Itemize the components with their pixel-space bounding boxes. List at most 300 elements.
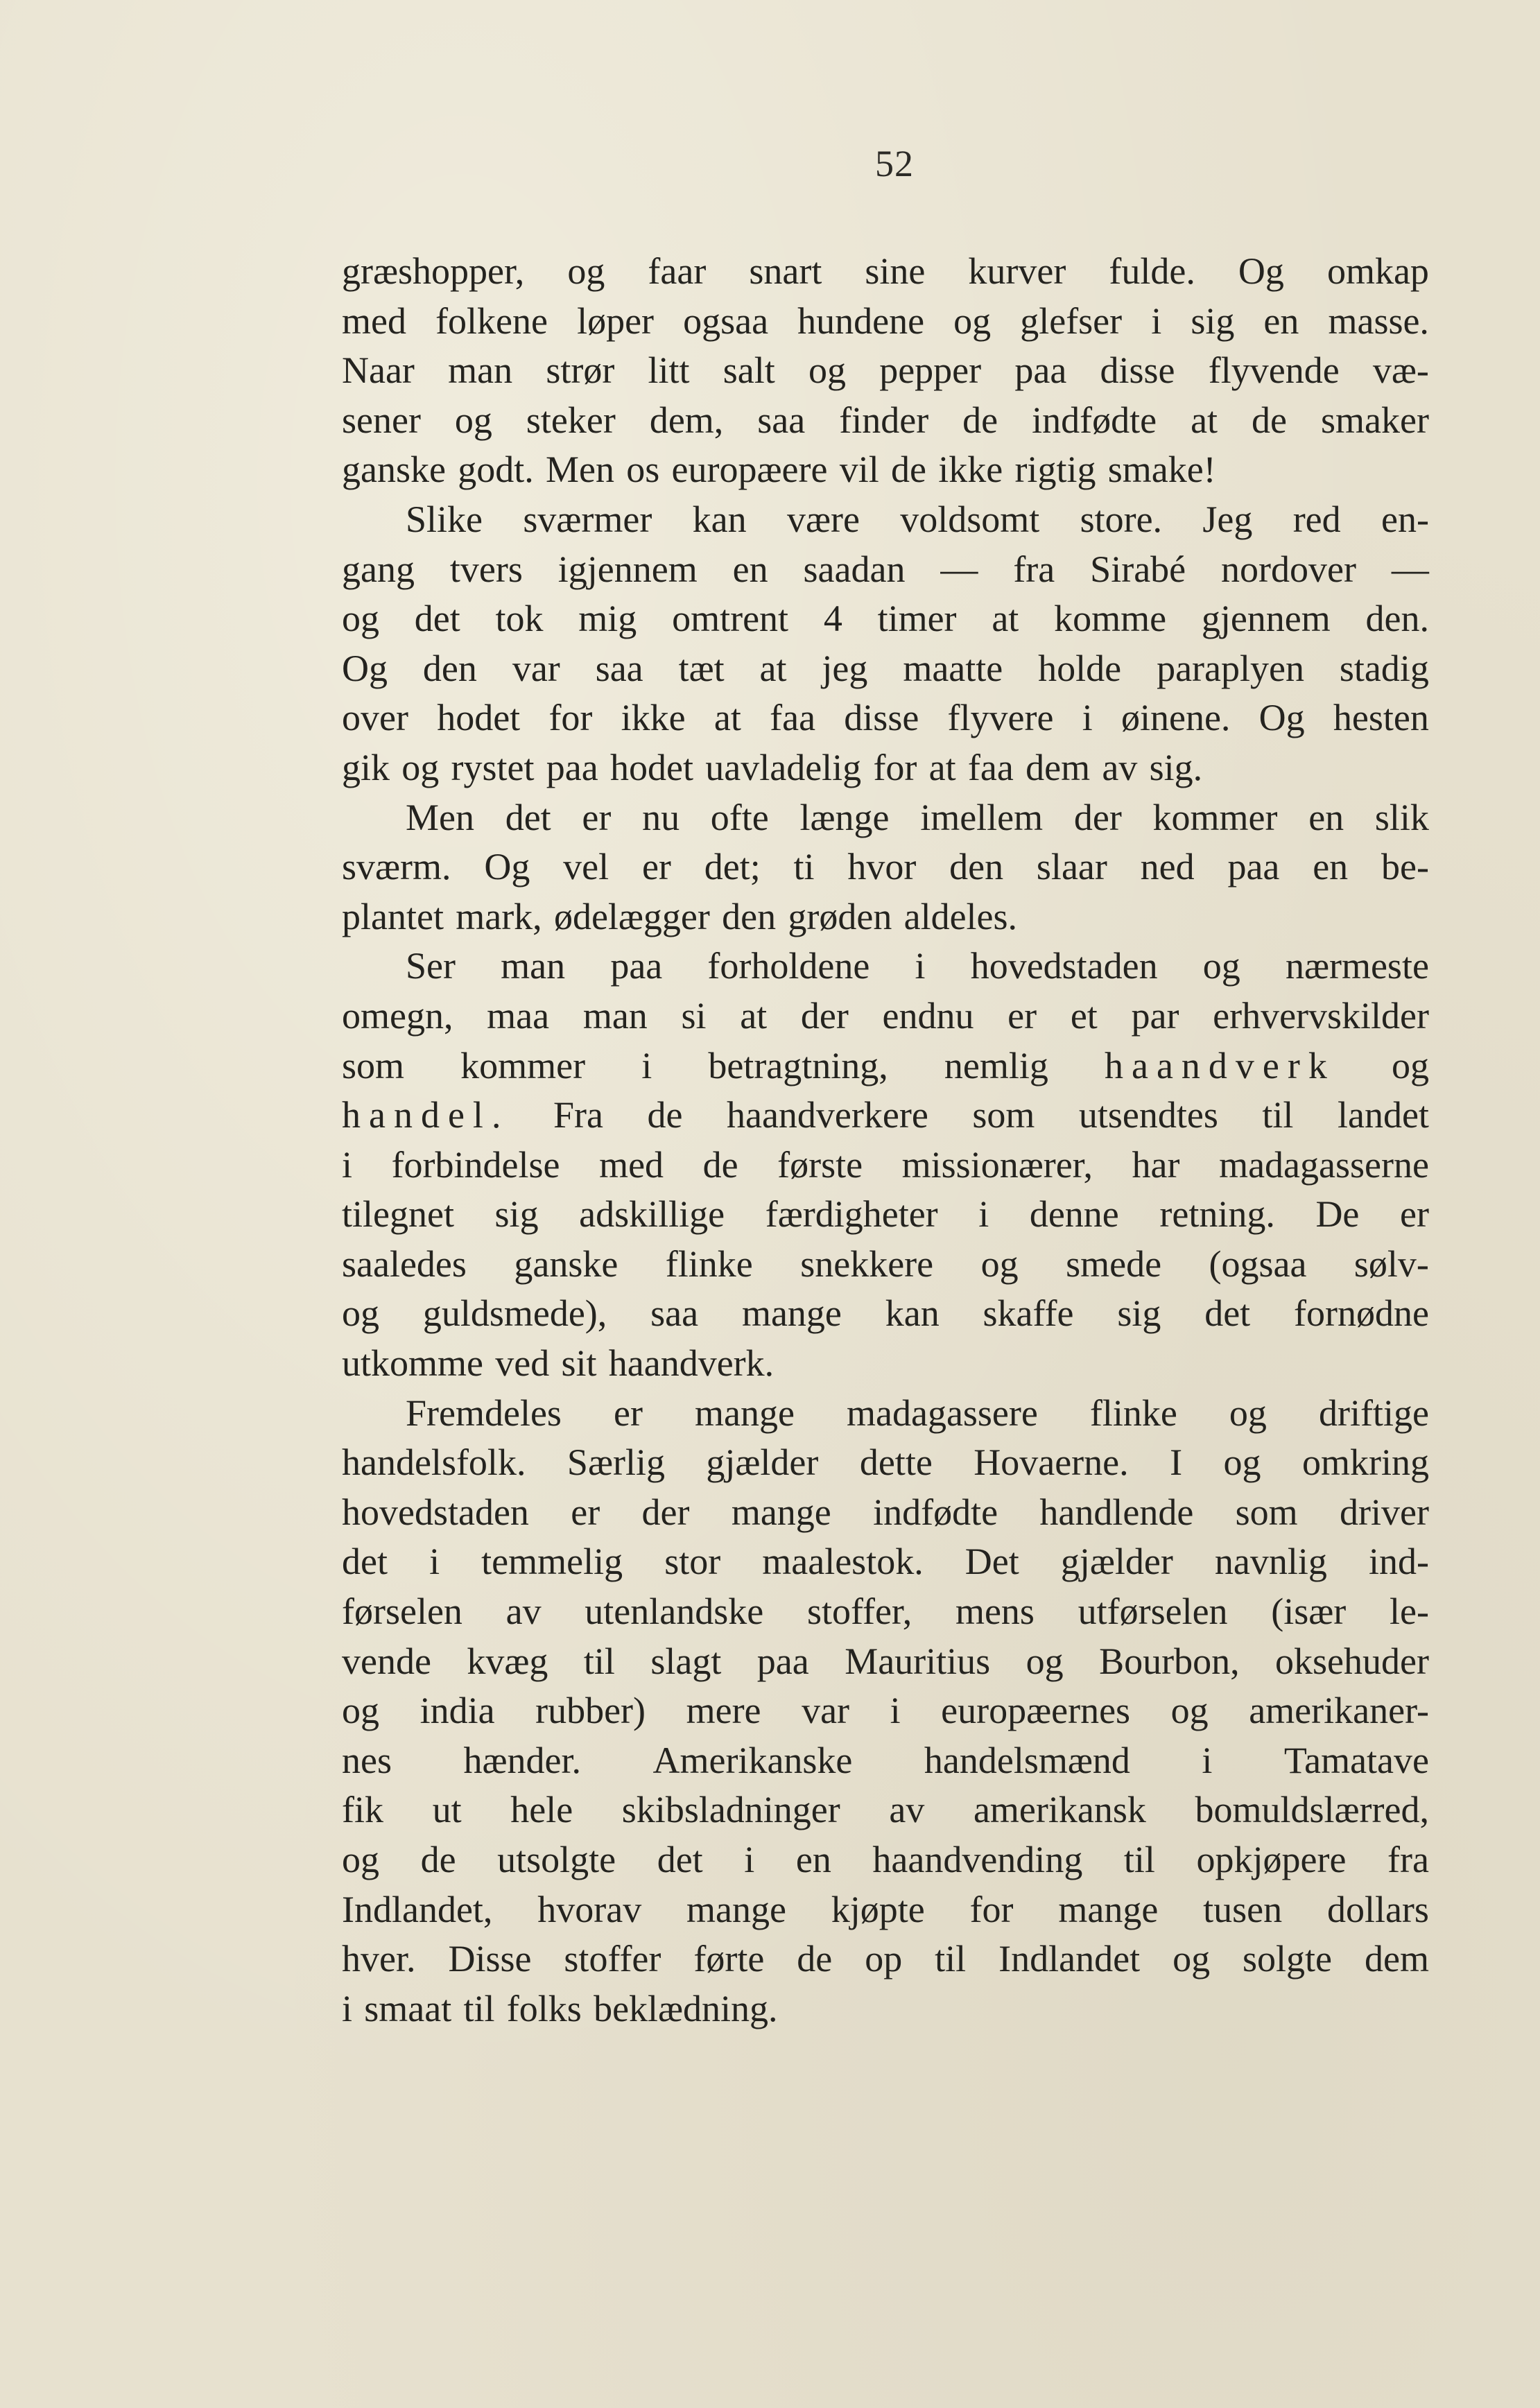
word: steker bbox=[526, 399, 616, 441]
word: paa bbox=[610, 945, 663, 987]
word: nu bbox=[642, 796, 680, 838]
word: mange bbox=[686, 1888, 786, 1930]
word: færdigheter bbox=[765, 1193, 938, 1236]
word: de bbox=[890, 449, 926, 491]
word: der bbox=[1073, 796, 1122, 838]
word: utenlandske bbox=[585, 1591, 764, 1633]
word: faar bbox=[648, 250, 707, 292]
word: i bbox=[978, 1193, 989, 1236]
word: saadan bbox=[803, 548, 906, 590]
word: i bbox=[915, 945, 926, 987]
word: gang bbox=[342, 548, 415, 590]
word: stadig bbox=[1339, 647, 1429, 689]
word: haandvending bbox=[872, 1839, 1083, 1880]
word: skibsladninger bbox=[621, 1789, 840, 1831]
word: Indlandet, bbox=[342, 1888, 493, 1930]
word: slaar bbox=[1036, 846, 1107, 888]
word: vel bbox=[563, 846, 609, 888]
word: ikke bbox=[938, 449, 1003, 491]
word: driver bbox=[1339, 1491, 1429, 1533]
word: den bbox=[722, 895, 777, 937]
word: og bbox=[567, 250, 605, 292]
word: og bbox=[342, 1839, 379, 1880]
word: Og bbox=[484, 846, 530, 888]
word: folkene bbox=[435, 300, 548, 342]
word: for bbox=[548, 697, 593, 739]
word: jeg bbox=[822, 647, 868, 689]
word: utkomme bbox=[342, 1342, 483, 1385]
word: nemlig bbox=[944, 1044, 1048, 1086]
word: ikke bbox=[621, 697, 686, 739]
word: fulde. bbox=[1109, 250, 1195, 292]
word: Men bbox=[546, 449, 614, 491]
word: kommer bbox=[1152, 796, 1278, 838]
word: rubber) bbox=[535, 1690, 646, 1732]
word: første bbox=[777, 1143, 863, 1186]
word: timer bbox=[877, 598, 957, 640]
body-text bbox=[342, 247, 1429, 2034]
text-line bbox=[342, 743, 1429, 793]
word: — bbox=[1391, 548, 1429, 590]
word: saa bbox=[595, 647, 643, 689]
word: snart bbox=[749, 250, 822, 292]
text-line bbox=[342, 892, 1429, 942]
word: indfødte bbox=[873, 1491, 998, 1533]
word: vende bbox=[342, 1640, 431, 1682]
word: uavladelig bbox=[705, 746, 862, 788]
word: hesten bbox=[1333, 697, 1429, 739]
word: temmelig bbox=[481, 1541, 623, 1583]
word: en bbox=[795, 1839, 831, 1880]
word: den. bbox=[1365, 598, 1429, 640]
word: for bbox=[969, 1888, 1014, 1930]
word: kan bbox=[885, 1292, 940, 1335]
text-line bbox=[342, 1736, 1429, 1786]
word: fra bbox=[1387, 1839, 1429, 1880]
word: hovedstaden bbox=[342, 1491, 529, 1533]
word: handelsfolk. bbox=[342, 1441, 526, 1484]
word: rystet bbox=[451, 746, 535, 788]
word: adskillige bbox=[579, 1193, 725, 1236]
word: er bbox=[1007, 994, 1037, 1037]
word: aldeles. bbox=[903, 895, 1018, 937]
text-line bbox=[342, 1537, 1429, 1587]
word: handel. bbox=[342, 1094, 510, 1136]
text-line bbox=[342, 1091, 1429, 1141]
word: omegn, bbox=[342, 994, 453, 1037]
word: en bbox=[1263, 300, 1299, 342]
text-line bbox=[342, 1637, 1429, 1687]
word: mark, bbox=[456, 895, 542, 937]
word: igjennem bbox=[557, 548, 698, 590]
word: nordover bbox=[1221, 548, 1356, 590]
word: og bbox=[953, 300, 992, 342]
word: der bbox=[800, 994, 849, 1037]
word: det; bbox=[704, 846, 761, 888]
word: gjennem bbox=[1201, 598, 1331, 640]
word: førte bbox=[693, 1938, 765, 1980]
word: som bbox=[342, 1044, 405, 1086]
word: og bbox=[980, 1242, 1019, 1285]
word: og bbox=[454, 399, 492, 441]
word: man bbox=[501, 945, 566, 987]
word: grøden bbox=[788, 895, 892, 937]
word: driftige bbox=[1318, 1392, 1429, 1434]
word: ned bbox=[1140, 846, 1195, 888]
word: det bbox=[505, 796, 551, 838]
text-line bbox=[342, 1389, 1429, 1439]
word: Sirabé bbox=[1090, 548, 1186, 590]
text-line bbox=[342, 346, 1429, 396]
word: Indlandet bbox=[998, 1938, 1141, 1980]
text-line bbox=[342, 297, 1429, 347]
word: sine bbox=[865, 250, 926, 292]
word: kurver bbox=[968, 250, 1066, 292]
word: endnu bbox=[882, 994, 974, 1037]
word: stoffer bbox=[564, 1938, 661, 1980]
word: op bbox=[865, 1938, 903, 1980]
word: hodet bbox=[437, 697, 521, 739]
word: saa bbox=[757, 399, 806, 441]
text-line bbox=[342, 396, 1429, 446]
text-line bbox=[342, 495, 1429, 545]
word: at bbox=[1191, 399, 1218, 441]
word: beklædning. bbox=[594, 1987, 778, 2029]
word: de bbox=[420, 1839, 456, 1880]
word: at bbox=[713, 697, 741, 739]
word: ofte bbox=[710, 796, 769, 838]
word: sværmer bbox=[523, 498, 652, 540]
word: tæt bbox=[678, 647, 725, 689]
text-line bbox=[342, 693, 1429, 743]
word: dollars bbox=[1326, 1888, 1429, 1930]
text-line bbox=[342, 1984, 1429, 2034]
word: retning. bbox=[1159, 1193, 1275, 1236]
word: navnlig bbox=[1214, 1541, 1327, 1583]
word: væ- bbox=[1372, 349, 1429, 392]
word: dem bbox=[1365, 1938, 1429, 1980]
word: i bbox=[342, 1987, 353, 2029]
word: i bbox=[429, 1541, 440, 1583]
word: red bbox=[1292, 498, 1341, 540]
word: dette bbox=[859, 1441, 933, 1484]
word: imellem bbox=[920, 796, 1044, 838]
word: paa bbox=[1014, 349, 1067, 392]
word: tok bbox=[495, 598, 544, 640]
word: Fra bbox=[553, 1094, 603, 1136]
word: ganske bbox=[514, 1242, 618, 1285]
word: maalestok. bbox=[762, 1541, 924, 1583]
word: flyvende bbox=[1208, 349, 1340, 392]
word: nærmeste bbox=[1285, 945, 1429, 987]
word: smake! bbox=[1107, 449, 1216, 491]
word: de bbox=[1252, 399, 1287, 441]
word: utførselen bbox=[1078, 1591, 1228, 1633]
text-line bbox=[342, 1438, 1429, 1488]
word: denne bbox=[1029, 1193, 1119, 1236]
word: sener bbox=[342, 399, 421, 441]
word: opkjøpere bbox=[1196, 1839, 1347, 1880]
word: voldsomt bbox=[900, 498, 1040, 540]
word: og bbox=[1229, 1392, 1267, 1434]
word: flinke bbox=[1089, 1392, 1177, 1434]
word: til bbox=[463, 1987, 495, 2029]
word: mange bbox=[741, 1292, 842, 1335]
word: dem bbox=[1026, 746, 1091, 788]
paragraph bbox=[342, 495, 1429, 793]
word: være bbox=[786, 498, 860, 540]
word: at bbox=[740, 994, 768, 1037]
word: paa bbox=[546, 746, 598, 788]
word: hænder. bbox=[463, 1739, 581, 1781]
word: øinene. bbox=[1121, 697, 1231, 739]
word: de bbox=[797, 1938, 833, 1980]
text-line bbox=[342, 1835, 1429, 1885]
word: le- bbox=[1389, 1591, 1429, 1633]
word: Amerikanske bbox=[652, 1739, 853, 1781]
word: strør bbox=[546, 349, 615, 392]
word: flinke bbox=[665, 1242, 753, 1285]
text-line bbox=[342, 1686, 1429, 1736]
word: erhvervskilder bbox=[1213, 994, 1429, 1037]
text-line bbox=[342, 1190, 1429, 1240]
word: amerikaner- bbox=[1249, 1690, 1429, 1732]
word: oksehuder bbox=[1275, 1640, 1429, 1682]
word: og bbox=[808, 349, 846, 392]
page-number: 52 bbox=[875, 143, 914, 184]
word: i bbox=[1202, 1739, 1213, 1781]
text-line bbox=[342, 991, 1429, 1041]
word: hundene bbox=[797, 300, 925, 342]
word: over bbox=[342, 697, 408, 739]
word: at bbox=[759, 647, 787, 689]
word: mens bbox=[955, 1591, 1035, 1633]
word: disse bbox=[1100, 349, 1175, 392]
word: som bbox=[1235, 1491, 1298, 1533]
word: hele bbox=[510, 1789, 573, 1831]
word: løper bbox=[577, 300, 655, 342]
text-line bbox=[342, 1488, 1429, 1538]
word: Ser bbox=[406, 945, 456, 987]
word: kan bbox=[692, 498, 747, 540]
word: Naar bbox=[342, 349, 415, 392]
word: og bbox=[1170, 1690, 1209, 1732]
word: (ogsaa bbox=[1209, 1242, 1307, 1285]
word: madagasserne bbox=[1219, 1143, 1429, 1186]
word: et bbox=[1070, 994, 1098, 1037]
word: skaffe bbox=[983, 1292, 1074, 1335]
word: sig bbox=[494, 1193, 539, 1236]
word: Særlig bbox=[566, 1441, 665, 1484]
text-line bbox=[342, 1339, 1429, 1389]
word: india bbox=[419, 1690, 495, 1732]
word: ut bbox=[432, 1789, 462, 1831]
word: Hovaerne. bbox=[974, 1441, 1129, 1484]
word: er bbox=[614, 1392, 643, 1434]
word: europæere bbox=[671, 449, 828, 491]
word: ødelægger bbox=[553, 895, 710, 937]
text-line bbox=[342, 1240, 1429, 1290]
word: slagt bbox=[650, 1640, 722, 1682]
word: maatte bbox=[903, 647, 1003, 689]
text-line bbox=[342, 942, 1429, 991]
word: guldsmede), bbox=[422, 1292, 607, 1335]
word: smede bbox=[1066, 1242, 1162, 1285]
word: de bbox=[962, 399, 998, 441]
word: fornødne bbox=[1294, 1292, 1429, 1335]
word: det bbox=[657, 1839, 703, 1880]
word: er bbox=[641, 846, 671, 888]
word: Disse bbox=[448, 1938, 532, 1980]
word: som bbox=[972, 1094, 1035, 1136]
word: og bbox=[1173, 1938, 1211, 1980]
word: si bbox=[681, 994, 707, 1037]
word: snekkere bbox=[800, 1242, 934, 1285]
word: man bbox=[448, 349, 513, 392]
word: disse bbox=[844, 697, 919, 739]
text-line bbox=[342, 1785, 1429, 1835]
word: Det bbox=[964, 1541, 1019, 1583]
word: landet bbox=[1337, 1094, 1429, 1136]
word: og bbox=[1026, 1640, 1064, 1682]
word: stor bbox=[664, 1541, 721, 1583]
word: var bbox=[802, 1690, 850, 1732]
word: der bbox=[641, 1491, 690, 1533]
word: av bbox=[1102, 746, 1138, 788]
word: nes bbox=[342, 1739, 392, 1781]
word: store. bbox=[1080, 498, 1163, 540]
word: pepper bbox=[879, 349, 982, 392]
text-line bbox=[342, 445, 1429, 495]
word: maa bbox=[487, 994, 550, 1037]
word: Bourbon, bbox=[1099, 1640, 1240, 1682]
word: hvorav bbox=[537, 1888, 642, 1930]
word: europæernes bbox=[941, 1690, 1131, 1732]
word: hodet bbox=[610, 746, 693, 788]
word: forbindelse bbox=[391, 1143, 560, 1186]
text-line bbox=[342, 1041, 1429, 1091]
word: folks bbox=[506, 1987, 582, 2029]
text-line bbox=[342, 1141, 1429, 1190]
word: paa bbox=[756, 1640, 809, 1682]
word: sig bbox=[1191, 300, 1235, 342]
word: og bbox=[401, 746, 440, 788]
word: hvor bbox=[847, 846, 917, 888]
text-line bbox=[342, 594, 1429, 644]
word: sig. bbox=[1149, 746, 1203, 788]
word: med bbox=[342, 300, 406, 342]
word: man bbox=[582, 994, 648, 1037]
word: førselen bbox=[342, 1591, 462, 1633]
word: godt. bbox=[458, 449, 534, 491]
word: av bbox=[889, 1789, 925, 1831]
word: ogsaa bbox=[683, 300, 769, 342]
word: missionærer, bbox=[901, 1143, 1093, 1186]
word: en bbox=[1313, 846, 1349, 888]
word: at bbox=[992, 598, 1019, 640]
text-line bbox=[342, 1587, 1429, 1637]
word: Fremdeles bbox=[406, 1392, 562, 1434]
word: til bbox=[935, 1938, 967, 1980]
word: det bbox=[414, 598, 460, 640]
word: sølv- bbox=[1353, 1242, 1429, 1285]
word: mig bbox=[578, 598, 637, 640]
word: mere bbox=[686, 1690, 761, 1732]
word: og bbox=[342, 598, 379, 640]
word: madagassere bbox=[847, 1392, 1038, 1434]
word: til bbox=[1123, 1839, 1155, 1880]
word: Tamatave bbox=[1283, 1739, 1429, 1781]
word: slik bbox=[1374, 796, 1429, 838]
word: saa bbox=[650, 1292, 699, 1335]
word: utsendtes bbox=[1078, 1094, 1218, 1136]
word: fra bbox=[1013, 548, 1055, 590]
word: hovedstaden bbox=[970, 945, 1158, 987]
word: det bbox=[342, 1541, 388, 1583]
paragraph bbox=[342, 793, 1429, 942]
word: litt bbox=[648, 349, 690, 392]
word: de bbox=[647, 1094, 683, 1136]
word: De bbox=[1315, 1193, 1360, 1236]
word: og bbox=[1202, 945, 1240, 987]
word: gik bbox=[342, 746, 390, 788]
word: for bbox=[873, 746, 917, 788]
word: flyvere bbox=[947, 697, 1054, 739]
word: rigtig bbox=[1014, 449, 1096, 491]
word: 4 bbox=[823, 598, 842, 640]
word: fik bbox=[342, 1789, 383, 1831]
text-line bbox=[342, 1289, 1429, 1339]
word: haandverk. bbox=[608, 1342, 775, 1385]
word: vil bbox=[839, 449, 879, 491]
word: kjøpte bbox=[831, 1888, 925, 1930]
word: kommer bbox=[460, 1044, 586, 1086]
word: længe bbox=[799, 796, 890, 838]
word: I bbox=[1170, 1441, 1183, 1484]
word: tvers bbox=[449, 548, 523, 590]
word: til bbox=[1262, 1094, 1294, 1136]
word: i bbox=[342, 1143, 353, 1186]
word: og bbox=[342, 1292, 379, 1335]
word: det bbox=[1204, 1292, 1251, 1335]
word: solgte bbox=[1243, 1938, 1333, 1980]
word: og bbox=[342, 1690, 379, 1732]
word: paa bbox=[1227, 846, 1280, 888]
text-line bbox=[342, 247, 1429, 297]
word: at bbox=[928, 746, 956, 788]
word: var bbox=[512, 647, 560, 689]
text-line bbox=[342, 545, 1429, 595]
word: de bbox=[702, 1143, 738, 1186]
text-line bbox=[342, 793, 1429, 843]
word: handlende bbox=[1039, 1491, 1194, 1533]
word: holde bbox=[1038, 647, 1122, 689]
text-line bbox=[342, 842, 1429, 892]
word: med bbox=[599, 1143, 664, 1186]
word: og bbox=[1223, 1441, 1261, 1484]
word: i bbox=[1151, 300, 1162, 342]
word: i bbox=[744, 1839, 755, 1880]
word: forholdene bbox=[707, 945, 870, 987]
word: ganske bbox=[342, 449, 446, 491]
word: mange bbox=[1058, 1888, 1159, 1930]
word: haandverkere bbox=[727, 1094, 928, 1136]
word: den bbox=[949, 846, 1004, 888]
word: paraplyen bbox=[1157, 647, 1304, 689]
word: mange bbox=[731, 1491, 831, 1533]
text-line bbox=[342, 1934, 1429, 1984]
word: tusen bbox=[1203, 1888, 1283, 1930]
